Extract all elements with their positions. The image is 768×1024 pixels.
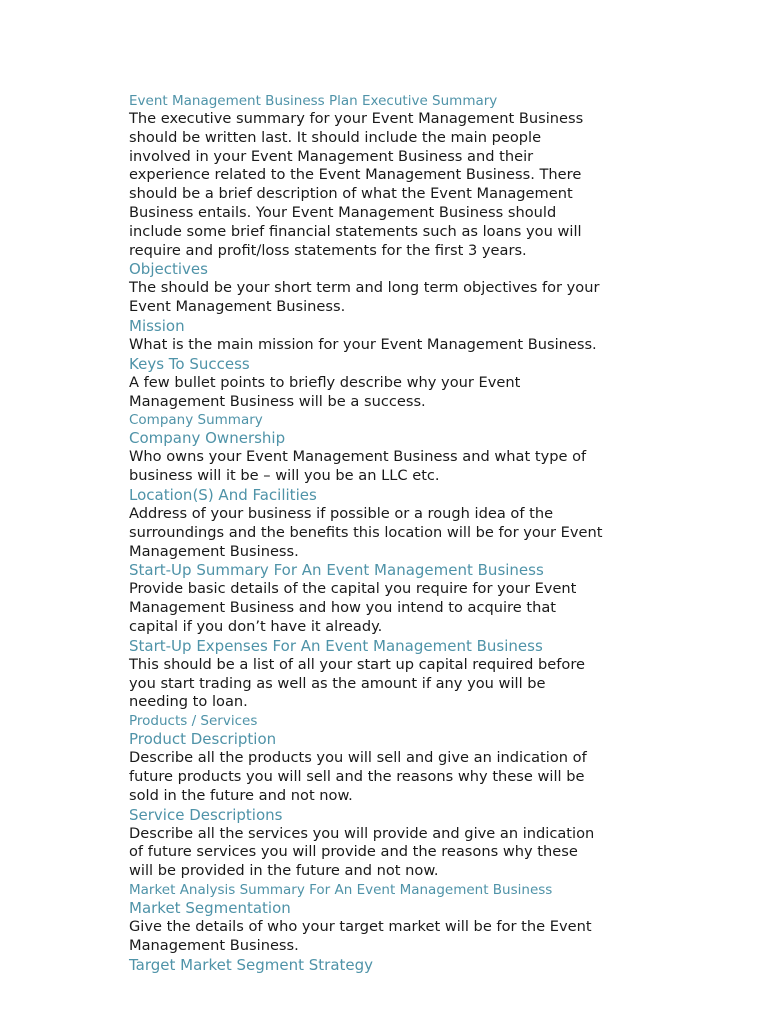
heading-products-services: Products / Services [129, 713, 258, 730]
heading-executive-summary: Event Management Business Plan Executive Summary [129, 93, 498, 109]
paragraph-startup-summary: Provide basic details of the capital you require for your Event Management Business and how you intend to acquire that capital if you don’t have it already. [129, 580, 577, 635]
paragraph-keys-to-success: A few bullet points to briefly describe why your Event Management Business will be a success. [129, 373, 521, 410]
heading-target-market-strategy: Target Market Segment Strategy [129, 955, 374, 974]
heading-company-summary: Company Summary [129, 412, 263, 429]
paragraph-objectives: The should be your short term and long term objectives for your Event Management Business. [129, 279, 600, 316]
heading-market-analysis: Market Analysis Summary For An Event Management Business [129, 881, 553, 898]
paragraph-service-descriptions: Describe all the services you will provide and give an indication of future services you will provide and the reasons why these will be provided in the future and not now. [129, 824, 595, 880]
heading-company-ownership: Company Ownership [129, 429, 286, 448]
document-page [129, 92, 649, 975]
paragraph-locations-facilities: Address of your business if possible or a rough idea of the surroundings and the benefits this location will be for your Event Management Business. [129, 504, 603, 560]
heading-locations-facilities: Location(S) And Facilities [129, 485, 317, 504]
paragraph-executive-summary: The executive summary for your Event Management Business should be written last. It should include the main people involved in your Event Management Business and their experience related to the Event Management Business. There should be a brief description of what the Event Management Business entails. Your Event Management Business should include some brief financial statements such as loans you will require and profit/loss statements for the first 3 years. [129, 110, 584, 259]
paragraph-company-ownership: Who owns your Event Management Business and what type of business will it be – will you be an LLC etc. [129, 448, 587, 485]
heading-service-descriptions: Service Descriptions [129, 805, 283, 824]
heading-market-segmentation: Market Segmentation [129, 898, 291, 917]
paragraph-product-description: Describe all the products you will sell and give an indication of future products you will sell and the reasons why these will be sold in the future and not now. [129, 749, 587, 804]
paragraph-startup-expenses: This should be a list of all your start up capital required before you start trading as well as the amount if any you will be needing to loan. [129, 655, 586, 711]
heading-product-description: Product Description [129, 730, 277, 749]
heading-objectives: Objectives [129, 260, 208, 279]
paragraph-market-segmentation: Give the details of who your target market will be for the Event Management Business. [129, 917, 592, 954]
heading-keys-to-success: Keys To Success [129, 354, 250, 373]
heading-startup-summary: Start-Up Summary For An Event Management Business [129, 561, 544, 580]
heading-mission: Mission [129, 316, 185, 335]
heading-startup-expenses: Start-Up Expenses For An Event Management Business [129, 636, 543, 655]
paragraph-mission: What is the main mission for your Event Management Business. [129, 335, 597, 353]
